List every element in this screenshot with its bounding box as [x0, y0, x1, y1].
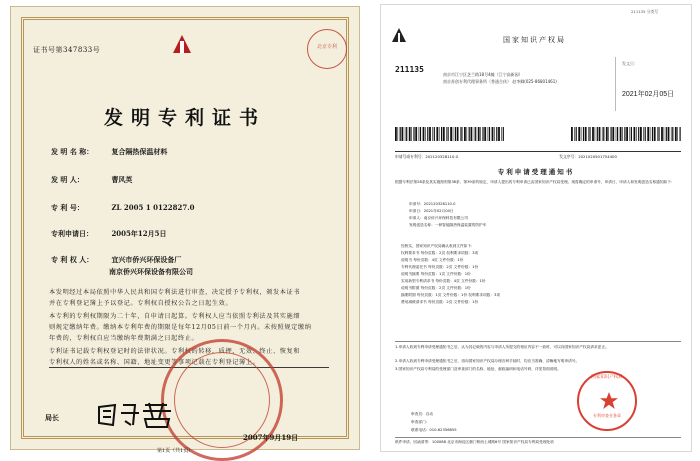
certificate-number: 证书号第347833号: [33, 46, 101, 54]
patent-holder-label: 专 利 权 人：: [51, 255, 94, 264]
application-number-line: [395, 151, 681, 160]
notice-detail-line: 专利代理委托书 每份页数：2页 文件份数：1份: [401, 265, 479, 269]
certificate-title: 发明专利证书: [103, 107, 266, 129]
notes-divider: [395, 341, 681, 342]
patent-office-logo-icon: [391, 27, 407, 43]
address-line: 南京市江宁区芝兰路18号4幢（江宁高新园）: [443, 72, 523, 77]
review-stamp-ring-text: 国家知识产权局: [591, 375, 623, 380]
application-number: 申请号或专利号：202120328110.0: [395, 154, 458, 159]
patent-holder-value-1: 宜兴市侨兴环保设备厂: [111, 255, 182, 264]
patent-holder-row: [51, 255, 181, 265]
certificate-date: 2007年9月19日: [243, 433, 299, 442]
notice-note-3: 3.国家知识产权局专利局的受理部门及审查部门的名称、地址、邮政编码和电话号码，详见背面说明。: [395, 367, 561, 371]
invention-name-row: [51, 147, 167, 157]
notice-detail-line: 经核实，国家知识产权局确认收到文件如下：: [401, 244, 475, 248]
inventor-value: 曹风英: [111, 175, 133, 184]
recipient-address: [443, 71, 603, 85]
certificate-body-line: 专利权人的姓名或名称、国籍、地址变更等事项记载在专利登记簿上。: [49, 359, 260, 366]
examining-department: 审查部门：: [411, 420, 430, 424]
footer-divider: [395, 437, 681, 438]
patent-holder-value-2: 南京侨兴环保设备有限公司: [109, 267, 193, 276]
patent-certificate: [10, 6, 360, 454]
invention-name-value: 复合隔热保温材料: [111, 147, 168, 156]
filing-date-label: 专利申请日：: [51, 229, 93, 238]
issue-date-value: 2021年02月05日: [622, 91, 675, 98]
filing-date-value: 2005年12月5日: [111, 229, 167, 238]
certificate-body-line: 则规定缴纳年费。缴纳本专利年费的期限是每年12月05日前一个月内。未按照规定缴纳: [49, 324, 312, 331]
notice-detail-line: 权利要求书 每份页数：2页 权利要求项数：3项: [401, 251, 479, 255]
patent-number-label: 专 利 号：: [51, 203, 84, 212]
notice-detail-line: 费用减缓请求书 每份页数：2页 文件份数：1份: [401, 300, 479, 304]
department-phone: 联系电话：010-62356655: [411, 428, 457, 432]
notice-intro: 根据专利法第28条及其实施细则第38条、第39条的规定，申请人提出的专利申请已由国家知识产权局受理。现将确定的申请号、申请日、申请人和发明创造名称通知如下：: [395, 180, 675, 184]
star-icon: [599, 391, 619, 411]
notice-detail-line: 摘要附图 每份页数：1页 文件份数：1份 权利要求项数：3项: [401, 293, 501, 297]
director-label: 局长: [45, 413, 59, 422]
notice-note-1: 1.申请人收到专利申请受理通知书之后，认为其记载的内容与申请人所提交的相应内容不一致时，可以向国家知识产权局请求更正。: [395, 345, 609, 349]
notice-detail-line: 申请人：南京侨兴环保科技有限公司: [409, 216, 468, 220]
patent-office-logo-icon: [171, 33, 193, 55]
notice-detail-line: 说明书摘要 每份页数：1页 文件份数：1份: [401, 272, 471, 276]
notice-detail-line: 说明书 每份页数：4页 文件份数：1份: [401, 258, 464, 262]
notice-detail-line: 说明书附图 每份页数：2页 文件份数：1份: [401, 286, 471, 290]
invention-name-label: 发 明 名 称：: [51, 147, 94, 156]
notice-note-2: 2.申请人收到专利申请受理通知书之后，再向国家知识产权局办理各种手续时，均应当准确、清晰地写明申请号。: [395, 359, 580, 363]
notice-detail-line: 申请号：202120328110.0: [409, 202, 456, 206]
notice-detail-line: 发明创造名称：一种智能隔热保温装置的防护车: [409, 223, 487, 227]
inventor-label: 发 明 人：: [51, 175, 84, 184]
issue-date-label: 发文日：: [622, 61, 638, 66]
patent-number-value: ZL 2005 1 0122827.0: [111, 203, 195, 212]
filing-date-row: [51, 229, 167, 239]
certificate-page-number: 第1页（共1页）: [157, 448, 194, 454]
notice-footer: 纸件申请，回函请寄：100088 北京市海淀区蓟门桥西土城路6号 国家知识产权局专利局受理处收: [395, 440, 554, 444]
notice-detail-line: 申请日：2021年02月04日: [409, 209, 454, 213]
notice-detail-line: 实用新型专利请求书 每份页数：4页 文件份数：1份: [401, 279, 486, 283]
certificate-body-line: 年费的，专利权自应当缴纳年费期满之日起终止。: [49, 335, 199, 342]
address-barcode: [395, 127, 505, 141]
issue-date-box: [615, 57, 685, 111]
certificate-body-line: 专利证书记载专利权登记时的法律状况。专利权的转移、质押、无效、终止、恢复和: [49, 348, 301, 355]
notice-header-code: 211135 分类号: [631, 9, 659, 14]
certificate-body-line: 本专利的专利权期限为二十年，自申请日起算。专利权人应当依照专利法及其实施细: [49, 313, 301, 320]
certificate-body-line: 本发明经过本局依照中华人民共和国专利法进行审查，决定授予专利权，颁发本证书: [49, 289, 301, 296]
patent-holder-row-2: [109, 267, 193, 277]
document-serial: 发文序号：2021020501754400: [559, 154, 617, 159]
office-name: 国家知识产权局: [503, 36, 566, 44]
director-signature: [95, 399, 179, 431]
certificate-top-stamp: 北京专利: [307, 29, 347, 69]
document-barcode: [571, 127, 681, 141]
examiner: 审查员：自动: [411, 412, 434, 416]
inventor-row: [51, 175, 132, 185]
review-stamp: [577, 371, 637, 431]
patent-number-row: [51, 203, 195, 213]
acceptance-notice: [380, 4, 692, 452]
postcode: 211135: [395, 65, 424, 74]
address-line: 南京苏创专利代理事务所（普通合伙） 赵李卿(025-86801461): [443, 79, 557, 84]
certificate-body-line: 并在专利登记簿上予以登记。专利权自授权公告之日起生效。: [49, 300, 233, 307]
review-stamp-text: 专利审查业务章: [593, 413, 621, 418]
notice-title: 专利申请受理通知书: [497, 168, 575, 176]
